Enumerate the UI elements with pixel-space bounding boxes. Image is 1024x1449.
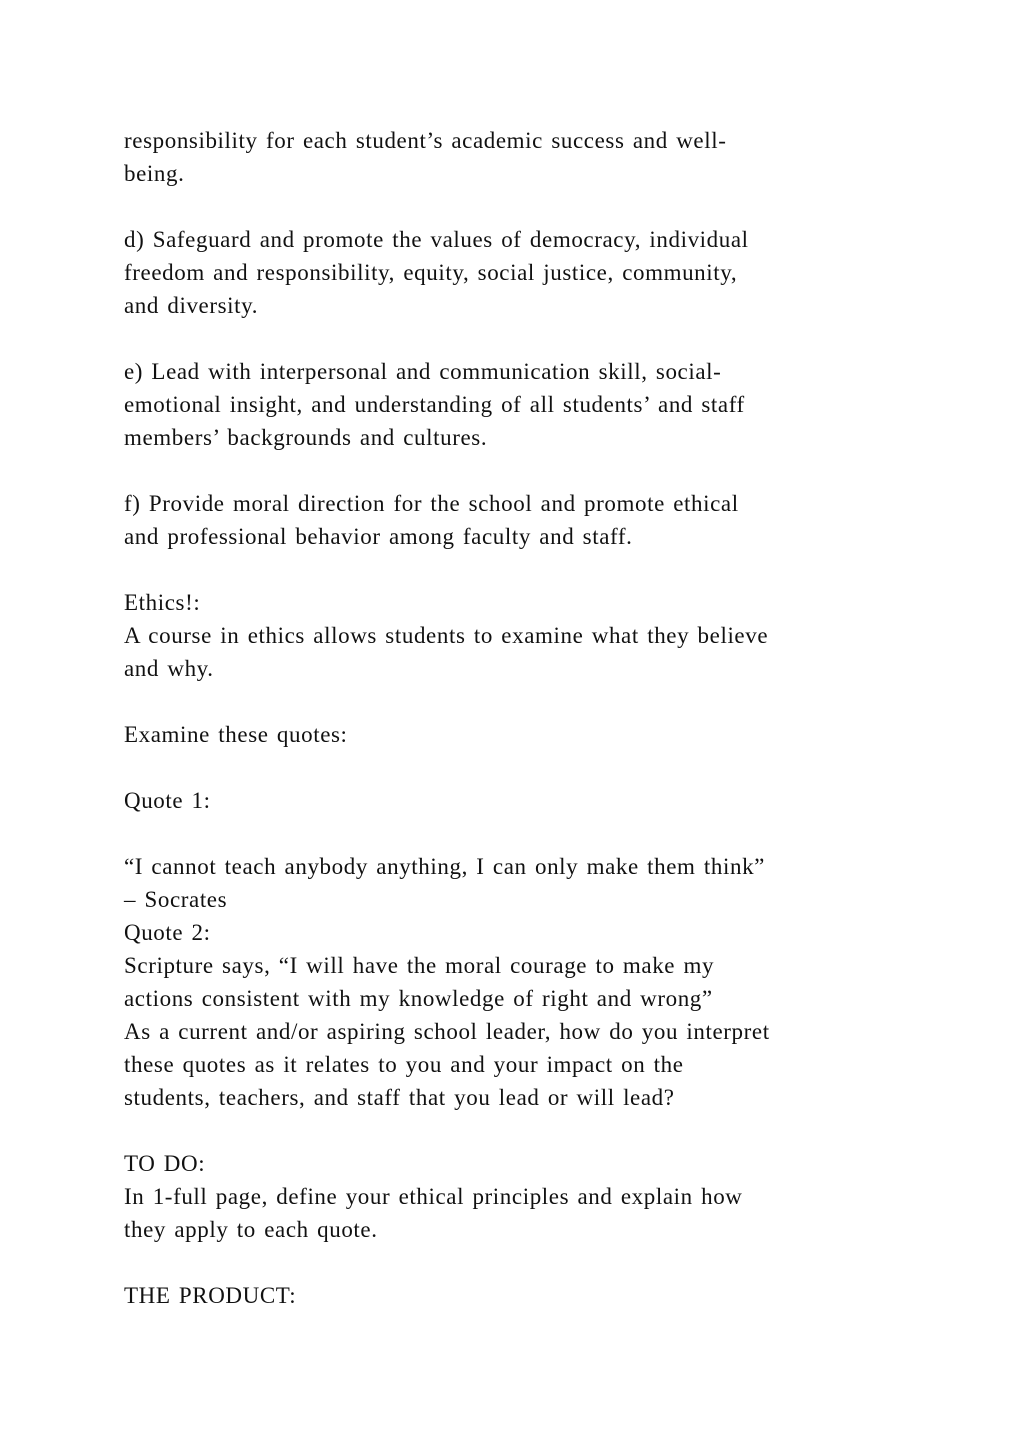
text-line: e) Lead with interpersonal and communication skill, social- <box>124 359 722 384</box>
text-line: Examine these quotes: <box>124 722 348 747</box>
quote-attribution: – Socrates <box>124 887 228 912</box>
text-line: they apply to each quote. <box>124 1217 378 1242</box>
text-line: and diversity. <box>124 293 259 318</box>
section-heading: THE PRODUCT: <box>124 1283 297 1308</box>
text-line: As a current and/or aspiring school leader, how do you interpret <box>124 1019 770 1044</box>
text-line: freedom and responsibility, equity, social justice, community, <box>124 260 738 285</box>
paragraph-gap <box>124 817 904 850</box>
text-line: emotional insight, and understanding of all students’ and staff <box>124 392 745 417</box>
paragraph-gap <box>124 322 904 355</box>
quote-text: “I cannot teach anybody anything, I can only make them think” <box>124 854 765 879</box>
text-line: In 1-full page, define your ethical principles and explain how <box>124 1184 743 1209</box>
text-line: f) Provide moral direction for the school and promote ethical <box>124 491 739 516</box>
text-line: and professional behavior among faculty and staff. <box>124 524 633 549</box>
paragraph-gap <box>124 1246 904 1279</box>
quote-label: Quote 1: <box>124 788 211 813</box>
paragraph-gap <box>124 1114 904 1147</box>
section-heading: TO DO: <box>124 1151 206 1176</box>
paragraph-gap <box>124 454 904 487</box>
text-line: being. <box>124 161 185 186</box>
paragraph-gap <box>124 553 904 586</box>
paragraph-gap <box>124 751 904 784</box>
text-line: students, teachers, and staff that you lead or will lead? <box>124 1085 675 1110</box>
text-line: A course in ethics allows students to examine what they believe <box>124 623 769 648</box>
paragraph-gap <box>124 190 904 223</box>
quote-label: Quote 2: <box>124 920 211 945</box>
paragraph-gap <box>124 685 904 718</box>
section-heading: Ethics!: <box>124 590 201 615</box>
text-line: members’ backgrounds and cultures. <box>124 425 488 450</box>
text-line: and why. <box>124 656 214 681</box>
quote-text: Scripture says, “I will have the moral courage to make my <box>124 953 715 978</box>
text-line: d) Safeguard and promote the values of democracy, individual <box>124 227 749 252</box>
document-body <box>124 124 904 1312</box>
quote-text: actions consistent with my knowledge of right and wrong” <box>124 986 713 1011</box>
text-line: these quotes as it relates to you and your impact on the <box>124 1052 684 1077</box>
text-line: responsibility for each student’s academic success and well- <box>124 128 727 153</box>
